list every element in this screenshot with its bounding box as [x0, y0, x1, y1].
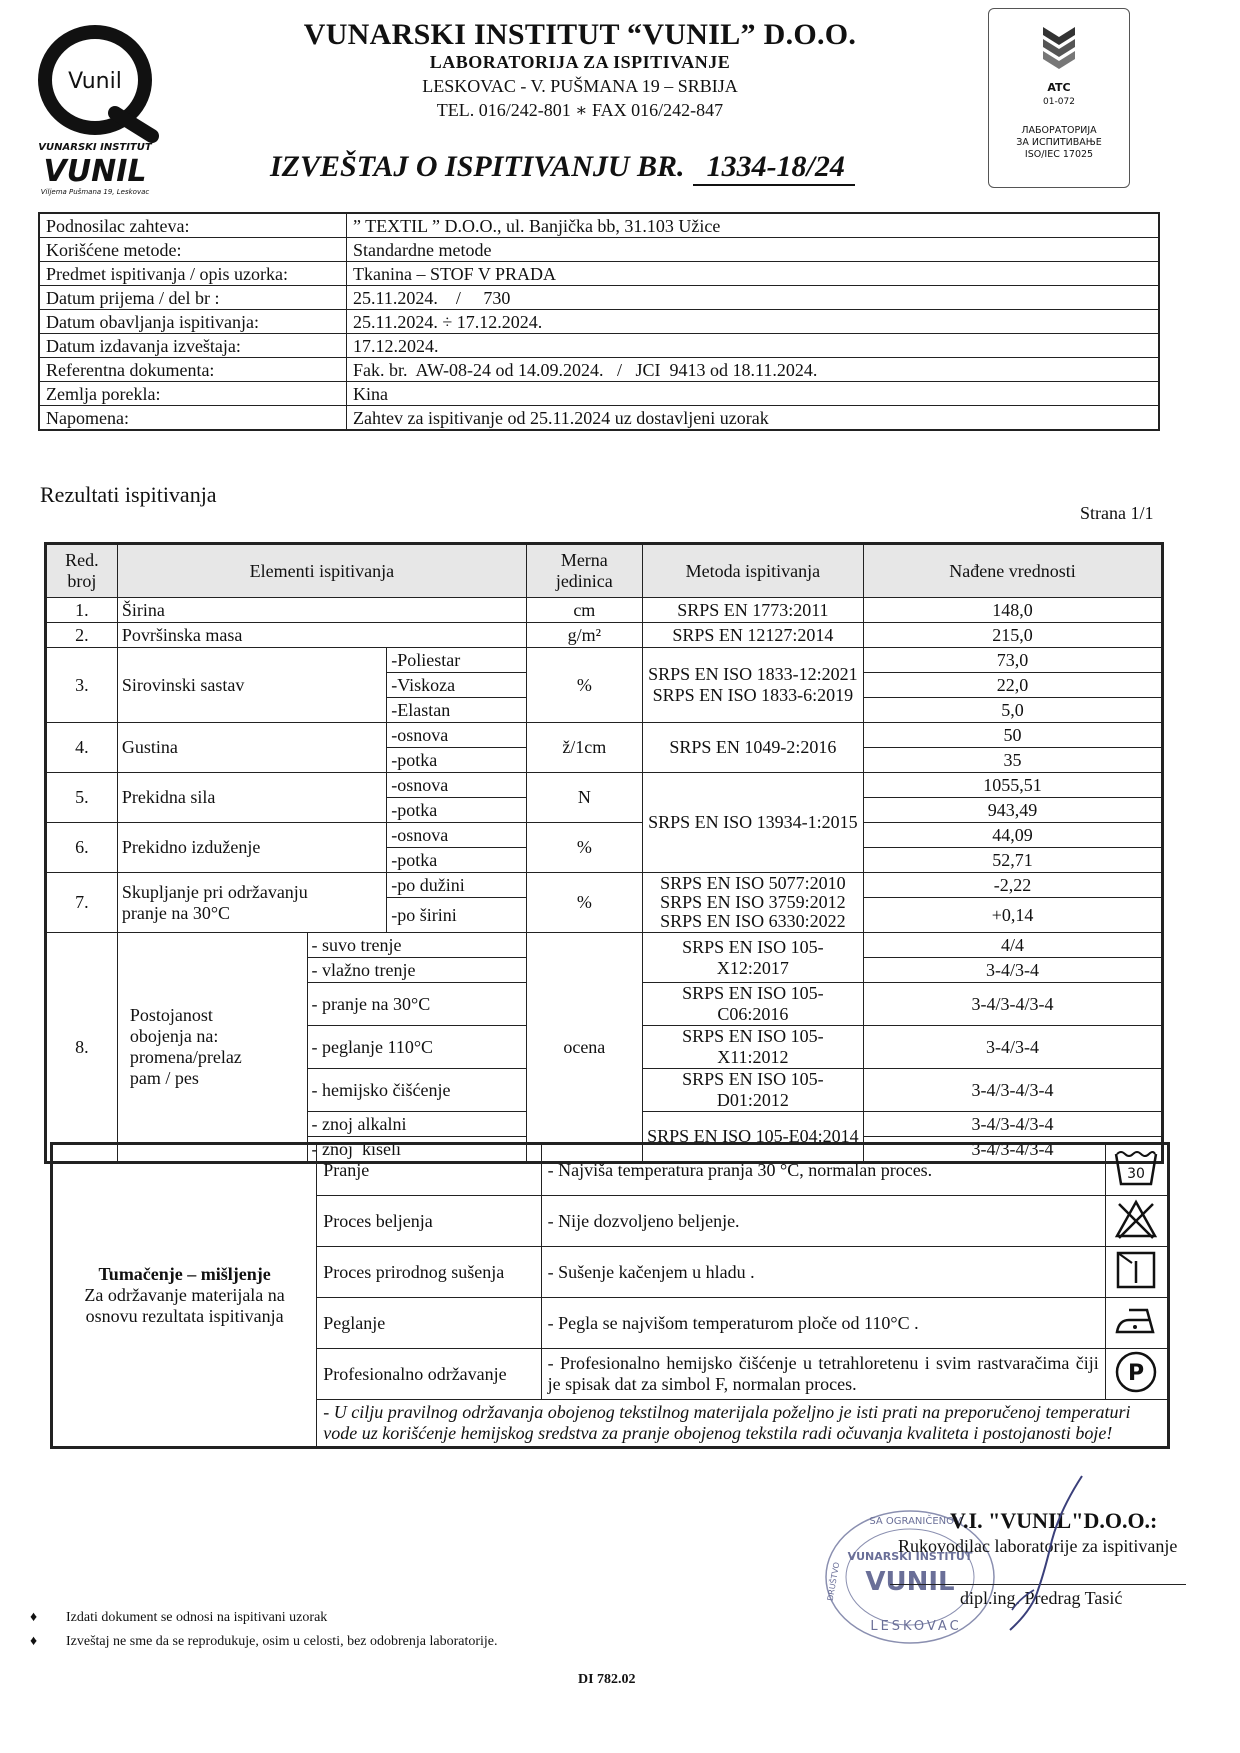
report-title-text: IZVEŠTAJ O ISPITIVANJU BR.	[270, 150, 685, 183]
row-element	[117, 873, 386, 933]
page-number: Strana 1/1	[1080, 503, 1154, 523]
row-unit: N	[526, 773, 642, 823]
row-method: SRPS EN ISO 105-X12:2017	[642, 933, 863, 983]
interpretation-subtitle: Za održavanje materijala na osnovu rezultata ispitivanja	[84, 1285, 285, 1326]
info-value: ” TEXTIL ” D.O.O., ul. Banjička bb, 31.103 Užice	[347, 213, 1160, 238]
row-value: 52,71	[864, 848, 1163, 873]
document-code: DI 782.02	[578, 1672, 636, 1687]
row-sub-element: -potka	[387, 798, 527, 823]
element-line: pranje na 30°C	[121, 902, 231, 923]
row-method	[642, 873, 863, 933]
care-label: Peglanje	[317, 1298, 541, 1349]
footnote	[30, 1630, 498, 1654]
row-value: 44,09	[864, 823, 1163, 848]
signature-name: dipl.ing. Predrag Tasić	[960, 1588, 1123, 1608]
lab-name: LABORATORIJA ZA ISPITIVANJE	[429, 52, 731, 72]
info-row	[39, 310, 1159, 334]
info-label: Referentna dokumenta:	[39, 358, 347, 382]
info-value: 25.11.2024. ÷ 17.12.2024.	[347, 310, 1160, 334]
dry-clean-p-icon	[1105, 1349, 1168, 1400]
row-sub-element: -potka	[387, 848, 527, 873]
row-method: SRPS EN ISO 105-C06:2016	[642, 983, 863, 1026]
row-no: 1.	[46, 598, 118, 623]
info-value: Tkanina – STOF V PRADA	[347, 262, 1160, 286]
row-sub-element: -Elastan	[387, 698, 527, 723]
atc-lab-text	[989, 125, 1129, 161]
row-unit: ž/1cm	[526, 723, 642, 773]
row-method: SRPS EN 12127:2014	[642, 623, 863, 648]
address: LESKOVAC - V. PUŠMANA 19 – SRBIJA	[422, 76, 738, 96]
row-value: 3-4/3-4/3-4	[864, 1137, 1163, 1163]
atc-logo-icon	[989, 25, 1129, 77]
row-value: 3-4/3-4	[864, 958, 1163, 983]
care-description: - Profesionalno hemijsko čišćenje u tetrahloretenu i svim rastvaračima čiji je spisak dat za simbol F, normalan proces.	[541, 1349, 1105, 1400]
footnote-text: Izveštaj ne sme da se reprodukuje, osim u celosti, bez odobrenja laboratorije.	[66, 1634, 498, 1649]
table-row	[46, 823, 1163, 848]
info-row	[39, 286, 1159, 310]
wash-temp-label: 30	[1127, 1165, 1146, 1182]
iron-110-icon	[1105, 1298, 1168, 1349]
row-element: Površinska masa	[117, 623, 526, 648]
row-element: Prekidno izduženje	[117, 823, 386, 873]
institute-logo	[20, 18, 170, 198]
row-sub-element: - suvo trenje	[307, 933, 526, 958]
row-value: 4/4	[864, 933, 1163, 958]
row-value: +0,14	[864, 898, 1163, 933]
row-sub-element: - znoj alkalni	[307, 1112, 526, 1137]
logo-caption-brand: VUNIL	[43, 154, 147, 189]
row-element: Prekidna sila	[117, 773, 386, 823]
care-label: Proces beljenja	[317, 1196, 541, 1247]
table-row	[46, 623, 1163, 648]
footnotes	[30, 1606, 498, 1654]
table-row	[46, 723, 1163, 748]
row-sub-element: -po širini	[387, 898, 527, 933]
info-value: 17.12.2024.	[347, 334, 1160, 358]
care-label: Pranje	[317, 1144, 541, 1196]
row-sub-element: - vlažno trenje	[307, 958, 526, 983]
stamp-brand-text: VUNIL	[865, 1567, 955, 1597]
care-description: - Nije dozvoljeno beljenje.	[541, 1196, 1105, 1247]
stamp-top-text: SA OGRANIČENOM	[869, 1516, 963, 1527]
row-sub-element: -potka	[387, 748, 527, 773]
results-table	[44, 542, 1164, 1164]
stamp-mid-text: VUNARSKI INSTITUT	[847, 1550, 973, 1563]
row-no: 8.	[46, 933, 118, 1163]
care-description: - Sušenje kačenjem u hladu .	[541, 1247, 1105, 1298]
row-sub-element: -osnova	[387, 773, 527, 798]
row-element	[117, 933, 307, 1163]
row-element: Sirovinski sastav	[117, 648, 386, 723]
col-header-value: Nađene vrednosti	[864, 544, 1163, 598]
method-line: SRPS EN ISO 3759:2012	[660, 892, 846, 912]
info-label: Datum obavljanja ispitivanja:	[39, 310, 347, 334]
method-line: SRPS EN ISO 6330:2022	[660, 911, 846, 931]
signature-role: Rukovodilac laboratorije za ispitivanje	[898, 1536, 1178, 1556]
accreditation-badge	[988, 8, 1130, 188]
care-description: - Pegla se najvišom temperaturom ploče od 110°C .	[541, 1298, 1105, 1349]
results-heading: Rezultati ispitivanja	[40, 482, 217, 507]
info-row	[39, 382, 1159, 406]
row-no: 2.	[46, 623, 118, 648]
bullet-diamond-icon: ♦	[30, 1634, 38, 1649]
bullet-diamond-icon: ♦	[30, 1610, 38, 1625]
row-no: 6.	[46, 823, 118, 873]
care-description: - Najviša temperatura pranja 30 °C, normalan proces.	[541, 1144, 1105, 1196]
info-row	[39, 406, 1159, 431]
row-value: 215,0	[864, 623, 1163, 648]
signature-company: V.I. "VUNIL"D.O.O.:	[950, 1508, 1158, 1533]
row-unit: g/m²	[526, 623, 642, 648]
request-info-table	[38, 212, 1160, 431]
interpretation-heading-cell	[52, 1144, 317, 1448]
info-row	[39, 262, 1159, 286]
info-row	[39, 334, 1159, 358]
row-sub-element: -osnova	[387, 823, 527, 848]
row-unit: ocena	[526, 933, 642, 1163]
info-value: 25.11.2024. / 730	[347, 286, 1160, 310]
info-value: Zahtev za ispitivanje od 25.11.2024 uz dostavljeni uzorak	[347, 406, 1160, 431]
phone-fax: TEL. 016/242-801 ∗ FAX 016/242-847	[436, 100, 724, 120]
table-row	[46, 648, 1163, 673]
row-value: 3-4/3-4/3-4	[864, 1112, 1163, 1137]
col-header-element: Elementi ispitivanja	[117, 544, 526, 598]
row-no: 4.	[46, 723, 118, 773]
info-label: Datum prijema / del br :	[39, 286, 347, 310]
row-value: 35	[864, 748, 1163, 773]
element-line: obojenja na:	[129, 1026, 219, 1046]
logo-caption-address: Viljema Pušmana 19, Leskovac	[40, 188, 150, 196]
line-dry-shade-icon	[1105, 1247, 1168, 1298]
row-sub-element: -Viskoza	[387, 673, 527, 698]
row-value: 5,0	[864, 698, 1163, 723]
method-line: SRPS EN ISO 1833-12:2021	[648, 664, 858, 684]
row-method: SRPS EN ISO 105-E04:2014	[642, 1112, 863, 1163]
table-row	[46, 598, 1163, 623]
row-unit: cm	[526, 598, 642, 623]
table-row	[46, 933, 1163, 958]
row-method	[642, 648, 863, 723]
stamp-left-text: DRUŠTVO	[825, 1561, 842, 1602]
row-no: 7.	[46, 873, 118, 933]
table-row	[46, 773, 1163, 798]
row-unit: %	[526, 873, 642, 933]
care-row	[52, 1144, 1169, 1196]
atc-line-2: ЗА ИСПИТИВАЊЕ	[1016, 137, 1102, 148]
row-value: -2,22	[864, 873, 1163, 898]
method-line: SRPS EN ISO 1833-6:2019	[652, 685, 854, 705]
info-label: Zemlja porekla:	[39, 382, 347, 406]
row-value: 3-4/3-4/3-4	[864, 983, 1163, 1026]
row-unit: %	[526, 823, 642, 873]
row-method: SRPS EN ISO 105-D01:2012	[642, 1069, 863, 1112]
care-note: - U cilju pravilnog održavanja obojenog tekstilnog materijala poželjno je isti prati na preporučenoj temperaturi vode uz korišćenje hemijskog sredstva za pranje obojenog tekstila radi očuvanja kvaliteta i postojanosti boje!	[317, 1400, 1169, 1448]
care-label: Proces prirodnog sušenja	[317, 1247, 541, 1298]
row-value: 943,49	[864, 798, 1163, 823]
info-label: Podnosilac zahteva:	[39, 213, 347, 238]
row-element: Širina	[117, 598, 526, 623]
atc-number: 01-072	[1043, 97, 1075, 107]
info-value: Kina	[347, 382, 1160, 406]
row-value: 148,0	[864, 598, 1163, 623]
dry-clean-letter: P	[1128, 1360, 1145, 1386]
results-header-row	[46, 544, 1163, 598]
wash-30-icon	[1105, 1144, 1168, 1196]
handwritten-signature	[990, 1470, 1100, 1640]
logo-text: Vunil	[68, 69, 122, 94]
info-label: Predmet ispitivanja / opis uzorka:	[39, 262, 347, 286]
row-value: 73,0	[864, 648, 1163, 673]
row-value: 3-4/3-4/3-4	[864, 1069, 1163, 1112]
logo-caption-top: VUNARSKI INSTITUT	[38, 142, 152, 153]
info-value: Fak. br. AW-08-24 od 14.09.2024. / JCI 9413 od 18.11.2024.	[347, 358, 1160, 382]
col-header-no: Red. broj	[46, 544, 118, 598]
row-sub-element: - znoj kiseli	[307, 1137, 526, 1163]
info-label: Napomena:	[39, 406, 347, 431]
institute-name: VUNARSKI INSTITUT “VUNIL” D.O.O.	[303, 18, 857, 51]
interpretation-title: Tumačenje – mišljenje	[98, 1264, 271, 1284]
row-unit: %	[526, 648, 642, 723]
table-row	[46, 873, 1163, 898]
interpretation-table	[50, 1142, 1170, 1449]
report-title	[270, 150, 855, 186]
row-no: 5.	[46, 773, 118, 823]
element-line: Postojanost	[129, 1005, 213, 1025]
care-label: Profesionalno održavanje	[317, 1349, 541, 1400]
report-number: 1334-18/24	[693, 150, 855, 186]
row-element: Gustina	[117, 723, 386, 773]
atc-line-3: ISO/IEC 17025	[1024, 149, 1094, 160]
no-bleach-icon	[1105, 1196, 1168, 1247]
row-value: 3-4/3-4	[864, 1026, 1163, 1069]
element-line: promena/prelaz	[129, 1047, 242, 1067]
row-sub-element: - pranje na 30°C	[307, 983, 526, 1026]
element-line: Skupljanje pri održavanju	[121, 881, 308, 902]
info-label: Datum izdavanja izveštaja:	[39, 334, 347, 358]
row-value: 22,0	[864, 673, 1163, 698]
row-value: 50	[864, 723, 1163, 748]
atc-line-1: ЛАБОРАТОРИЈА	[1021, 125, 1097, 136]
row-value: 1055,51	[864, 773, 1163, 798]
method-line: SRPS EN ISO 5077:2010	[660, 873, 846, 893]
row-sub-element: -po dužini	[387, 873, 527, 898]
stamp-bottom-text: LESKOVAC	[870, 1619, 962, 1634]
info-label: Korišćene metode:	[39, 238, 347, 262]
element-line: pam / pes	[129, 1068, 199, 1088]
row-method: SRPS EN 1773:2011	[642, 598, 863, 623]
info-row	[39, 213, 1159, 238]
row-sub-element: - peglanje 110°C	[307, 1026, 526, 1069]
row-sub-element: -osnova	[387, 723, 527, 748]
row-method: SRPS EN ISO 13934-1:2015	[642, 773, 863, 873]
col-header-method: Metoda ispitivanja	[642, 544, 863, 598]
row-sub-element: -Poliestar	[387, 648, 527, 673]
info-row	[39, 238, 1159, 262]
footnote-text: Izdati dokument se odnosi na ispitivani uzorak	[66, 1610, 328, 1625]
footnote	[30, 1606, 498, 1630]
atc-code: ATC	[1047, 81, 1071, 94]
row-method: SRPS EN 1049-2:2016	[642, 723, 863, 773]
info-row	[39, 358, 1159, 382]
info-value: Standardne metode	[347, 238, 1160, 262]
row-sub-element: - hemijsko čišćenje	[307, 1069, 526, 1112]
row-method: SRPS EN ISO 105-X11:2012	[642, 1026, 863, 1069]
col-header-unit: Merna jedinica	[526, 544, 642, 598]
row-no: 3.	[46, 648, 118, 723]
